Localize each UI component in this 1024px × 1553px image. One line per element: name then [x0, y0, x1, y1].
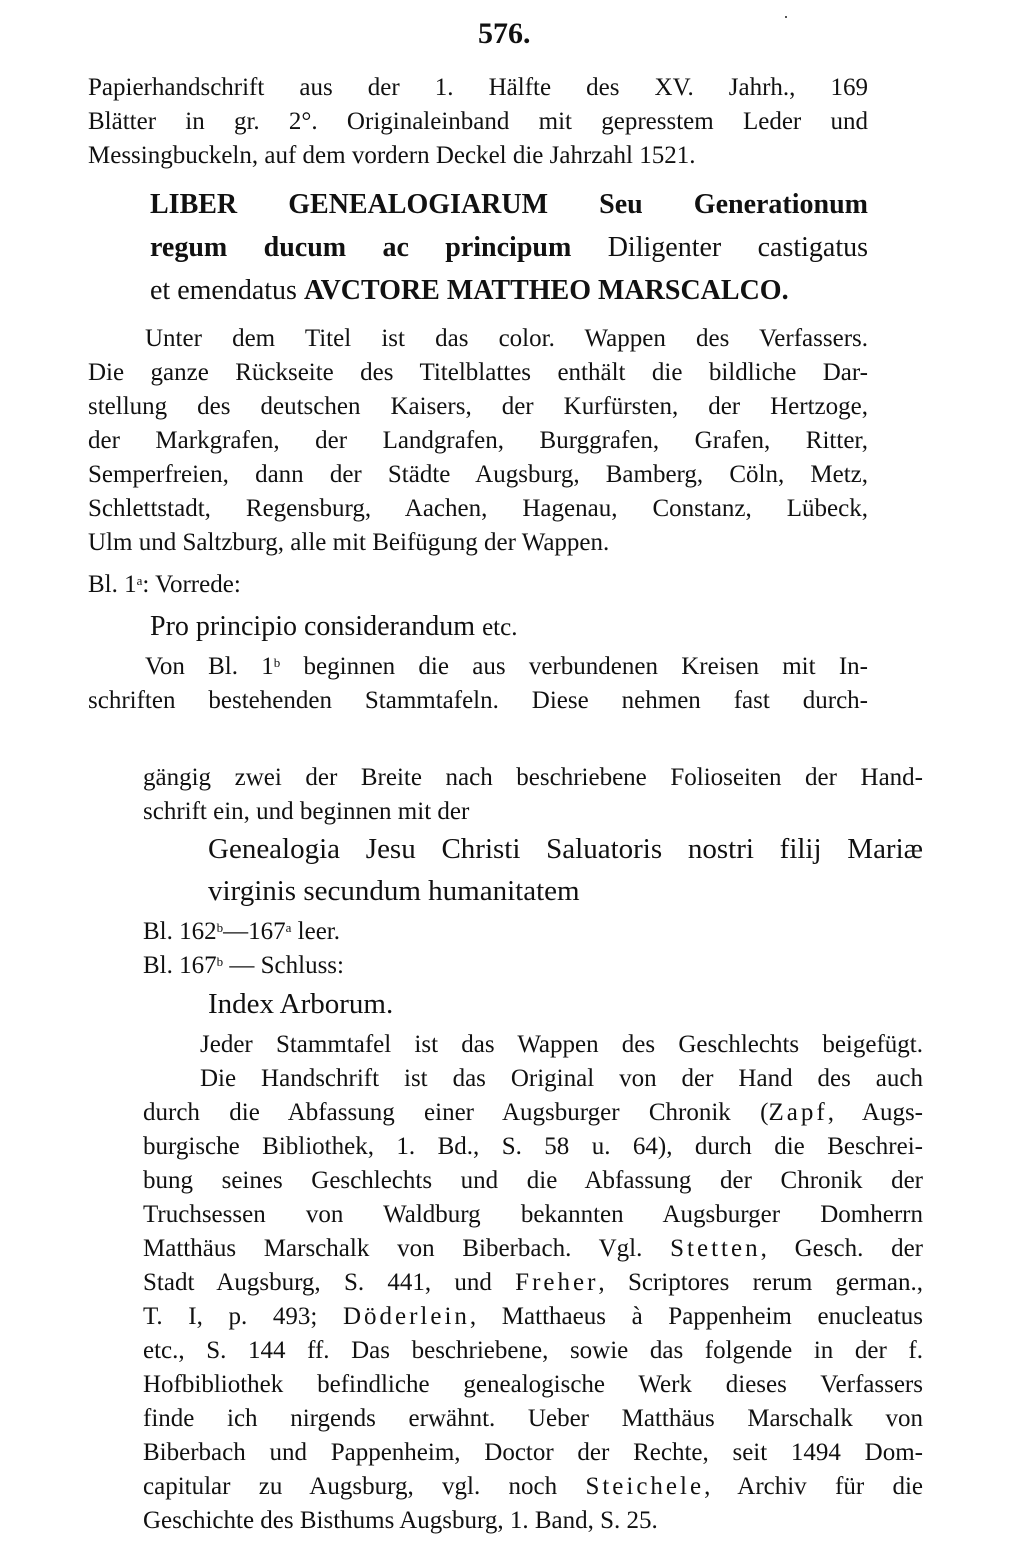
- desc-line-4: der Markgrafen, der Landgrafen, Burggrafen, Grafen, Ritter,: [88, 427, 868, 454]
- title-author: AVCTORE MATTHEO MARSCALCO.: [303, 275, 789, 306]
- note-line-6: [143, 1234, 923, 1264]
- note-line-7: [143, 1268, 923, 1298]
- note-8b: , Matthaeus à Pappenheim enucleatus: [469, 1303, 924, 1330]
- desc-line-3: stellung des deutschen Kaisers, der Kurfürsten, der Hertzoge,: [88, 393, 868, 420]
- bl1-label: : Vorrede:: [142, 571, 241, 598]
- von-sup: b: [273, 655, 281, 670]
- title-line-1: [150, 188, 868, 222]
- title-main: LIBER GENEALOGIARUM: [150, 189, 549, 220]
- von-line-1: [145, 652, 868, 682]
- note-line-12: Biberbach und Pappenheim, Doctor der Rechte, seit 1494 Dom-: [143, 1439, 923, 1466]
- note-line-11: finde ich nirgends erwähnt. Ueber Matthäus Marschalk von: [143, 1405, 923, 1432]
- von-text: beginnen die aus verbundenen Kreisen mit In-: [280, 653, 868, 680]
- note-13b: , Archiv für die: [704, 1473, 923, 1500]
- title-line-3: [150, 274, 789, 308]
- leer-text: leer.: [291, 918, 340, 945]
- incipit-text: Pro principio considerandum: [150, 611, 476, 642]
- page-number: 576.: [478, 17, 531, 50]
- cont-line-1: gängig zwei der Breite nach beschriebene Folioseiten der Hand-: [143, 764, 923, 791]
- note-13a: capitular zu Augsburg, vgl. noch: [143, 1473, 586, 1500]
- bl1-ref: Bl. 1: [88, 571, 137, 598]
- note-line-8: [143, 1302, 923, 1332]
- desc-line-6: Schlettstadt, Regensburg, Aachen, Hagenau, Constanz, Lübeck,: [88, 495, 868, 522]
- note-line-4: bung seines Geschlechts und die Abfassung der Chronik der: [143, 1167, 923, 1194]
- note-7a: Stadt Augsburg, S. 441, und: [143, 1269, 516, 1296]
- note-7b: , Scriptores rerum german.,: [598, 1269, 923, 1296]
- author-steichele: Steichele: [585, 1473, 705, 1500]
- cont-line-2: schrift ein, und beginnen mit der: [143, 798, 470, 825]
- desc-line-1: Unter dem Titel ist das color. Wappen des Verfassers.: [145, 325, 868, 352]
- bl1-sup: a: [136, 573, 143, 588]
- incipit-line: [150, 610, 517, 645]
- title-emendatus: et emendatus: [150, 275, 297, 306]
- note-line-3: burgische Bibliothek, 1. Bd., S. 58 u. 64), durch die Beschrei-: [143, 1133, 923, 1160]
- intro-line-3: Messingbuckeln, auf dem vordern Deckel die Jahrzahl 1521.: [88, 142, 696, 169]
- title-sub: Seu Generationum: [599, 189, 868, 220]
- intro-line-2: Blätter in gr. 2°. Originaleinband mit gepresstem Leder und: [88, 108, 868, 135]
- bl1-line: [88, 570, 241, 600]
- jeder-line: Jeder Stammtafel ist das Wappen des Geschlechts beigefügt.: [200, 1031, 923, 1058]
- intro-line-1: Papierhandschrift aus der 1. Hälfte des XV. Jahrh., 169: [88, 74, 868, 101]
- genealogia-line-2: virginis secundum humanitatem: [208, 875, 580, 907]
- title-regum: regum ducum ac principum: [150, 232, 572, 263]
- von-line-2: schriften bestehenden Stammtafeln. Diese nehmen fast durch-: [88, 687, 868, 714]
- title-diligenter: Diligenter castigatus: [607, 232, 869, 263]
- note-2b: , Augs-: [827, 1099, 924, 1126]
- title-line-2: [150, 231, 868, 265]
- note-8a: T. I, p. 493;: [143, 1303, 343, 1330]
- schluss-ref: Bl. 167: [143, 952, 217, 979]
- incipit-etc: etc.: [482, 614, 518, 641]
- desc-line-5: Semperfreien, dann der Städte Augsburg, Bamberg, Cöln, Metz,: [88, 461, 868, 488]
- leer-sup-1: b: [216, 920, 224, 935]
- note-line-5: Truchsessen von Waldburg bekannten Augsburger Domherrn: [143, 1201, 923, 1228]
- note-6a: Matthäus Marschalk von Biberbach. Vgl.: [143, 1235, 671, 1262]
- note-line-9: etc., S. 144 ff. Das beschriebene, sowie das folgende in der f.: [143, 1337, 923, 1364]
- leer-range: —167: [223, 918, 286, 945]
- leer-sup-2: a: [285, 920, 292, 935]
- genealogia-line-1: Genealogia Jesu Christi Saluatoris nostri filij Mariæ: [208, 833, 923, 865]
- note-line-13: [143, 1472, 923, 1502]
- von-ref: Von Bl. 1: [145, 653, 274, 680]
- stray-mark: [785, 16, 787, 18]
- schluss-sup: b: [216, 954, 224, 969]
- note-line-14: Geschichte des Bisthums Augsburg, 1. Band, S. 25.: [143, 1507, 658, 1534]
- author-zapf: Zapf: [768, 1099, 828, 1126]
- schluss-text: — Schluss:: [223, 952, 344, 979]
- desc-line-7: Ulm und Saltzburg, alle mit Beifügung der Wappen.: [88, 529, 610, 556]
- note-2a: durch die Abfassung einer Augsburger Chronik (: [143, 1099, 769, 1126]
- note-line-1: Die Handschrift ist das Original von der Hand des auch: [200, 1065, 923, 1092]
- author-stetten: Stetten: [670, 1235, 761, 1262]
- leer-line: [143, 917, 340, 947]
- note-6b: , Gesch. der: [760, 1235, 923, 1262]
- desc-line-2: Die ganze Rückseite des Titelblattes enthält die bildliche Dar-: [88, 359, 868, 386]
- author-doederlein: Döderlein: [342, 1303, 470, 1330]
- index-line: Index Arborum.: [208, 988, 394, 1020]
- schluss-line: [143, 951, 344, 981]
- leer-ref: Bl. 162: [143, 918, 217, 945]
- author-freher: Freher: [515, 1269, 599, 1296]
- note-line-2: [143, 1098, 923, 1128]
- note-line-10: Hofbibliothek befindliche genealogische Werk dieses Verfassers: [143, 1371, 923, 1398]
